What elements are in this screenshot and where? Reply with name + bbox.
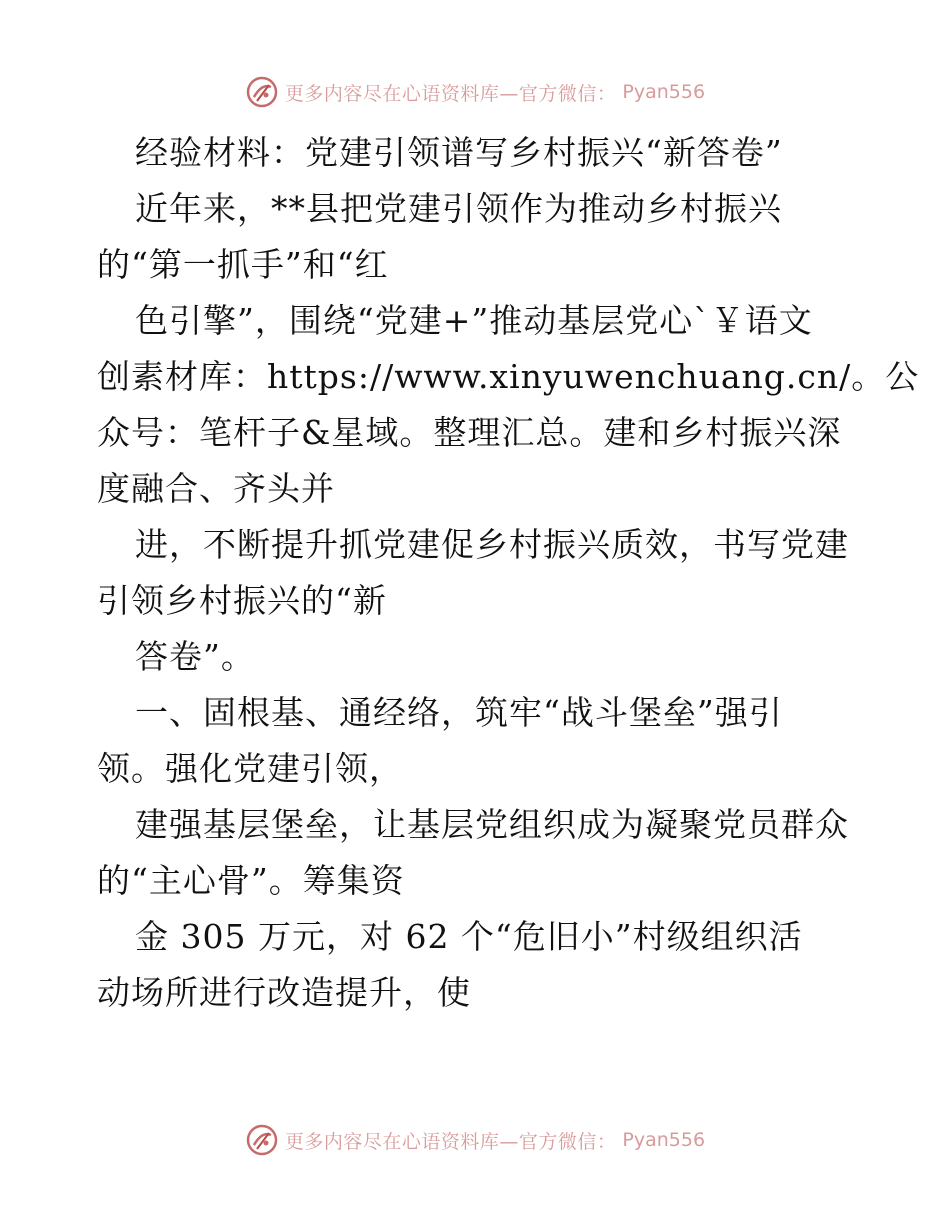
logo-icon — [245, 1123, 279, 1157]
watermark-contact: Pyan556 — [622, 1129, 706, 1151]
text-line: 领。强化党建引领， — [97, 749, 403, 788]
text-line: 答卷”。 — [135, 637, 255, 676]
section-heading: 一、固根基、通经络，筑牢“战斗堡垒”强引 — [135, 693, 783, 732]
watermark-text: 更多内容尽在心语资料库—官方微信： — [284, 82, 617, 105]
text-line: 近年来，**县把党建引领作为推动乡村振兴 — [135, 189, 782, 228]
watermark-contact: Pyan556 — [622, 81, 706, 103]
text-line: 引领乡村振兴的“新 — [97, 581, 387, 620]
text-line: 创素材库：https://www.xinyuwenchuang.cn/。公 — [97, 357, 920, 396]
text-line: 众号：笔杆子&星域。整理汇总。建和乡村振兴深 — [97, 413, 842, 452]
text-line: 的“主心骨”。筹集资 — [97, 861, 405, 900]
watermark-text: 更多内容尽在心语资料库—官方微信： — [284, 1130, 617, 1153]
document-body — [97, 125, 920, 1021]
text-line: 建强基层堡垒，让基层党组织成为凝聚党员群众 — [135, 805, 849, 844]
text-line: 动场所进行改造提升，使 — [97, 973, 471, 1012]
header-watermark — [0, 72, 950, 112]
text-line: 的“第一抓手”和“红 — [97, 245, 389, 284]
text-line: 金 305 万元，对 62 个“危旧小”村级组织活 — [135, 917, 803, 956]
text-line: 度融合、齐头并 — [97, 469, 335, 508]
logo-icon — [245, 75, 279, 109]
document-title: 经验材料：党建引领谱写乡村振兴“新答卷” — [135, 133, 783, 172]
text-line: 进，不断提升抓党建促乡村振兴质效，书写党建 — [135, 525, 849, 564]
text-line: 色引擎”，围绕“党建+”推动基层党心`￥语文 — [135, 301, 813, 340]
footer-watermark — [0, 1120, 950, 1160]
